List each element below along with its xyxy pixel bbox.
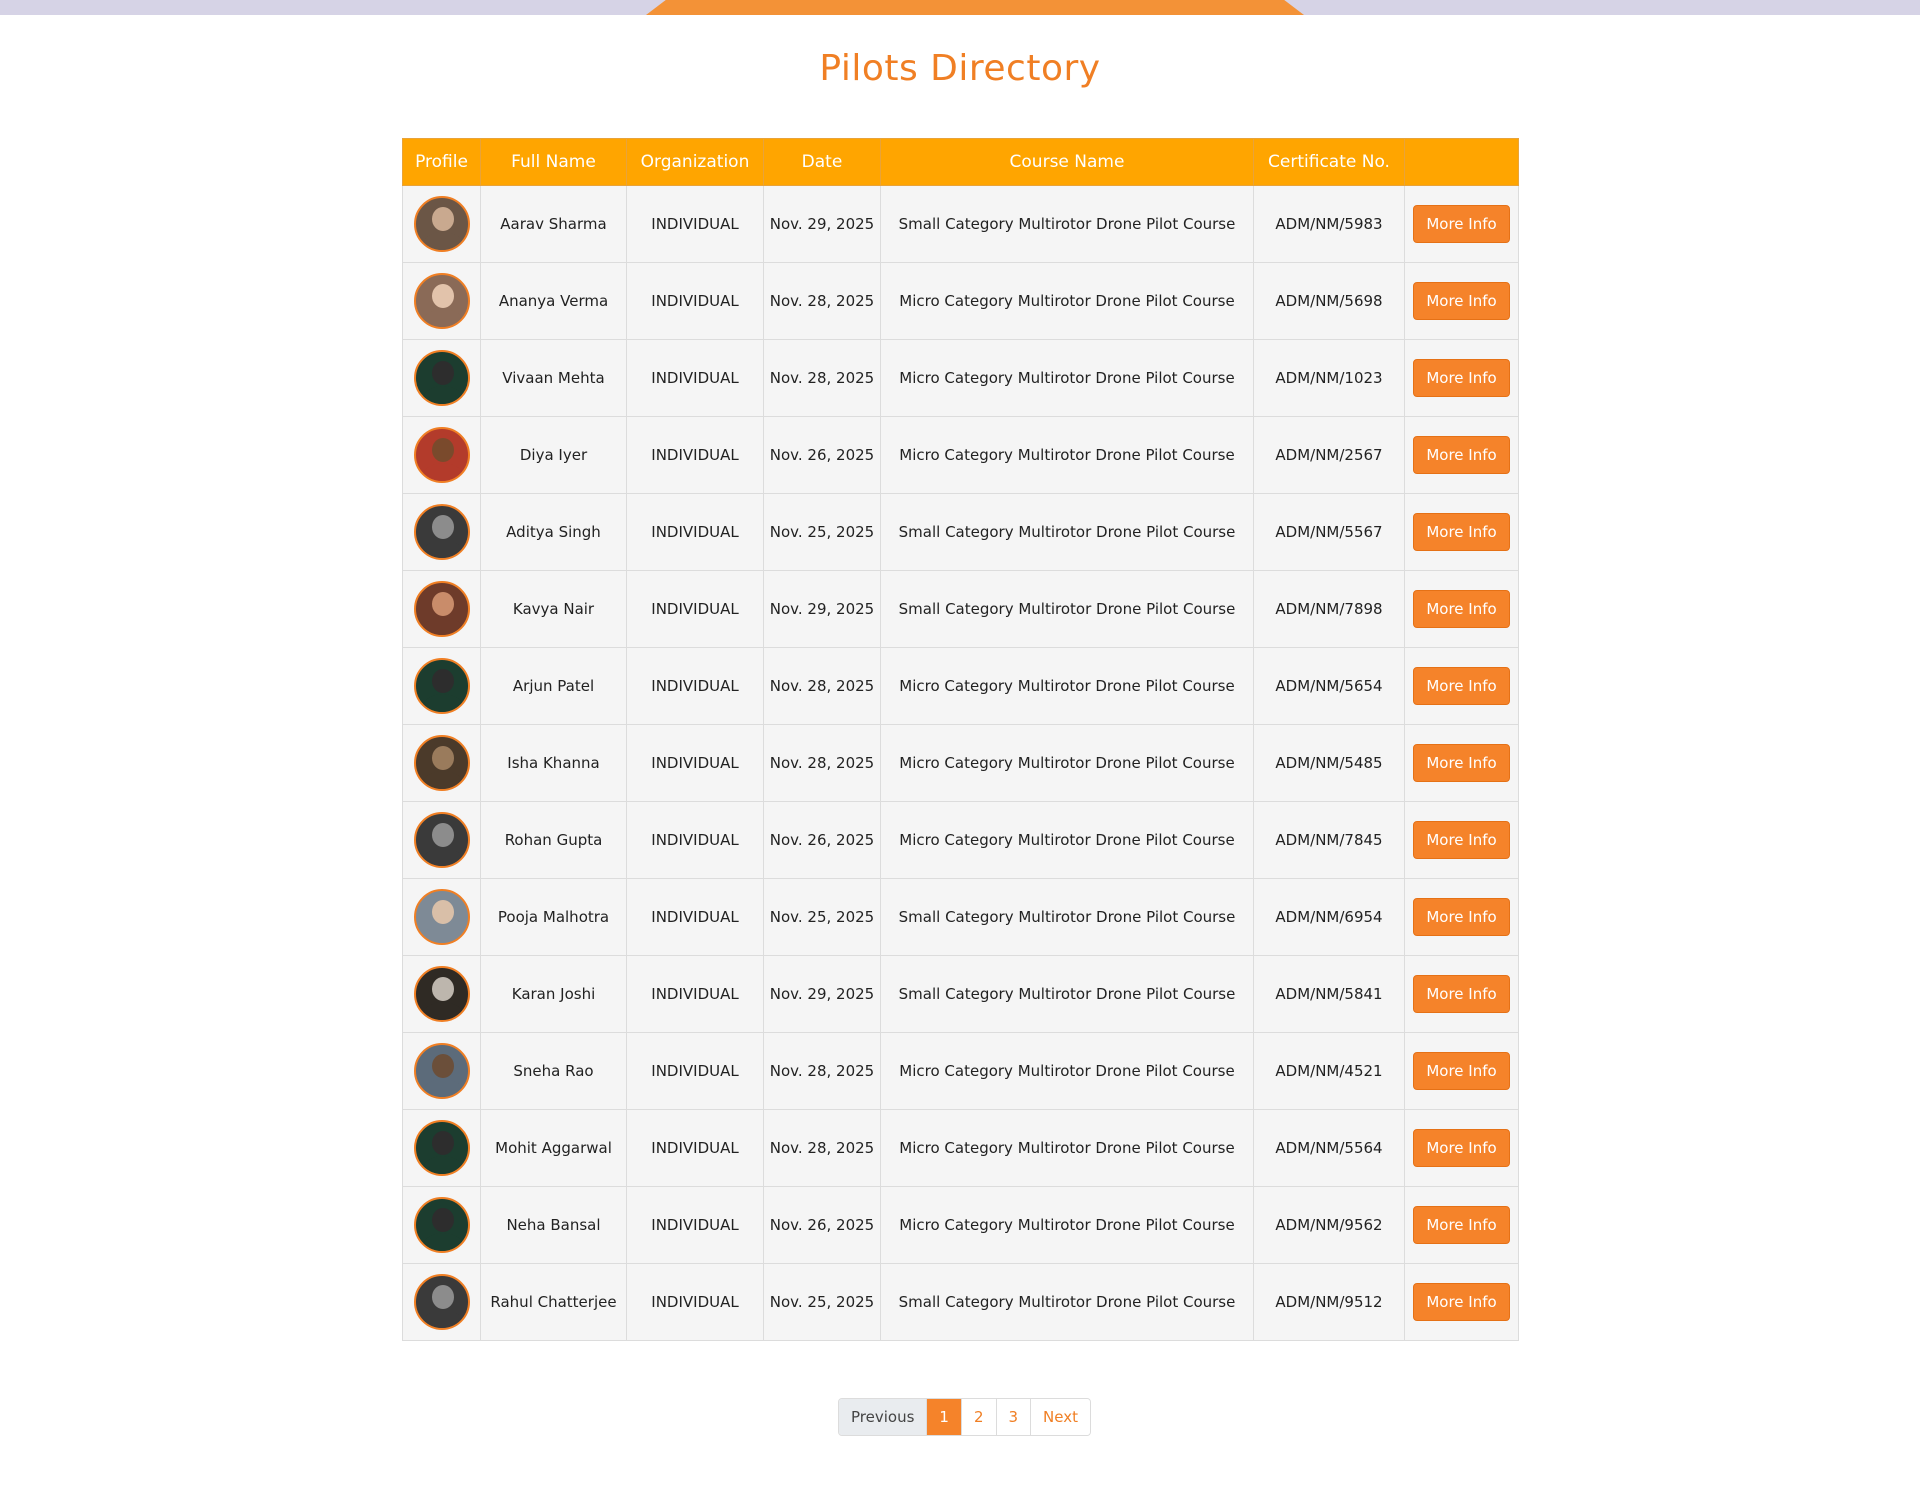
course-name-cell: Micro Category Multirotor Drone Pilot Course bbox=[881, 1187, 1254, 1264]
full-name-cell: Vivaan Mehta bbox=[481, 340, 627, 417]
action-cell bbox=[1405, 417, 1519, 494]
organization-cell: INDIVIDUAL bbox=[627, 263, 764, 340]
avatar-body-shape bbox=[422, 848, 464, 868]
course-name-cell: Micro Category Multirotor Drone Pilot Course bbox=[881, 417, 1254, 494]
date-cell: Nov. 28, 2025 bbox=[764, 263, 881, 340]
avatar-head-shape bbox=[432, 438, 454, 462]
action-cell bbox=[1405, 879, 1519, 956]
date-cell: Nov. 28, 2025 bbox=[764, 725, 881, 802]
more-info-button[interactable]: More Info bbox=[1413, 1206, 1509, 1244]
table-row bbox=[403, 571, 1519, 648]
table-row bbox=[403, 494, 1519, 571]
certificate-no-cell: ADM/NM/9562 bbox=[1254, 1187, 1405, 1264]
more-info-button[interactable]: More Info bbox=[1413, 1129, 1509, 1167]
profile-cell bbox=[403, 571, 481, 648]
date-cell: Nov. 26, 2025 bbox=[764, 1187, 881, 1264]
avatar-head-shape bbox=[432, 284, 454, 308]
profile-cell bbox=[403, 648, 481, 725]
organization-cell: INDIVIDUAL bbox=[627, 1187, 764, 1264]
avatar-body-shape bbox=[422, 1079, 464, 1099]
course-name-cell: Small Category Multirotor Drone Pilot Course bbox=[881, 956, 1254, 1033]
full-name-cell: Neha Bansal bbox=[481, 1187, 627, 1264]
date-cell: Nov. 25, 2025 bbox=[764, 494, 881, 571]
table-row bbox=[403, 340, 1519, 417]
course-name-cell: Micro Category Multirotor Drone Pilot Course bbox=[881, 1110, 1254, 1187]
organization-cell: INDIVIDUAL bbox=[627, 494, 764, 571]
table-row bbox=[403, 1033, 1519, 1110]
certificate-no-cell: ADM/NM/9512 bbox=[1254, 1264, 1405, 1341]
certificate-no-cell: ADM/NM/5567 bbox=[1254, 494, 1405, 571]
avatar bbox=[414, 889, 470, 945]
avatar bbox=[414, 812, 470, 868]
profile-cell bbox=[403, 494, 481, 571]
full-name-cell: Rahul Chatterjee bbox=[481, 1264, 627, 1341]
more-info-button[interactable]: More Info bbox=[1413, 1052, 1509, 1090]
full-name-cell: Aarav Sharma bbox=[481, 186, 627, 263]
table-header-row bbox=[403, 139, 1519, 186]
avatar-head-shape bbox=[432, 1054, 454, 1078]
avatar-head-shape bbox=[432, 746, 454, 770]
avatar-body-shape bbox=[422, 232, 464, 252]
organization-cell: INDIVIDUAL bbox=[627, 1264, 764, 1341]
course-name-cell: Small Category Multirotor Drone Pilot Course bbox=[881, 1264, 1254, 1341]
pilots-table-container bbox=[402, 138, 1518, 1341]
pagination-next[interactable]: Next bbox=[1030, 1399, 1090, 1435]
avatar bbox=[414, 1274, 470, 1330]
avatar-body-shape bbox=[422, 1156, 464, 1176]
profile-cell bbox=[403, 340, 481, 417]
more-info-button[interactable]: More Info bbox=[1413, 744, 1509, 782]
organization-cell: INDIVIDUAL bbox=[627, 879, 764, 956]
profile-cell bbox=[403, 956, 481, 1033]
pilots-table bbox=[402, 138, 1519, 1341]
date-cell: Nov. 28, 2025 bbox=[764, 1033, 881, 1110]
more-info-button[interactable]: More Info bbox=[1413, 436, 1509, 474]
action-cell bbox=[1405, 263, 1519, 340]
profile-cell bbox=[403, 1264, 481, 1341]
date-cell: Nov. 29, 2025 bbox=[764, 186, 881, 263]
avatar-head-shape bbox=[432, 515, 454, 539]
organization-cell: INDIVIDUAL bbox=[627, 340, 764, 417]
action-cell bbox=[1405, 494, 1519, 571]
action-cell bbox=[1405, 725, 1519, 802]
profile-cell bbox=[403, 417, 481, 494]
avatar bbox=[414, 196, 470, 252]
organization-cell: INDIVIDUAL bbox=[627, 802, 764, 879]
organization-cell: INDIVIDUAL bbox=[627, 186, 764, 263]
organization-cell: INDIVIDUAL bbox=[627, 1110, 764, 1187]
avatar-head-shape bbox=[432, 977, 454, 1001]
more-info-button[interactable]: More Info bbox=[1413, 667, 1509, 705]
full-name-cell: Aditya Singh bbox=[481, 494, 627, 571]
profile-cell bbox=[403, 1187, 481, 1264]
more-info-button[interactable]: More Info bbox=[1413, 821, 1509, 859]
table-row bbox=[403, 417, 1519, 494]
full-name-cell: Karan Joshi bbox=[481, 956, 627, 1033]
table-row bbox=[403, 879, 1519, 956]
course-name-cell: Micro Category Multirotor Drone Pilot Course bbox=[881, 1033, 1254, 1110]
date-cell: Nov. 28, 2025 bbox=[764, 340, 881, 417]
certificate-no-cell: ADM/NM/5485 bbox=[1254, 725, 1405, 802]
pagination bbox=[838, 1398, 1091, 1436]
certificate-no-cell: ADM/NM/4521 bbox=[1254, 1033, 1405, 1110]
avatar-head-shape bbox=[432, 592, 454, 616]
more-info-button[interactable]: More Info bbox=[1413, 359, 1509, 397]
pagination-page-2[interactable]: 2 bbox=[961, 1399, 996, 1435]
action-cell bbox=[1405, 648, 1519, 725]
certificate-no-cell: ADM/NM/7845 bbox=[1254, 802, 1405, 879]
avatar-head-shape bbox=[432, 669, 454, 693]
course-name-cell: Small Category Multirotor Drone Pilot Course bbox=[881, 494, 1254, 571]
profile-cell bbox=[403, 186, 481, 263]
course-name-cell: Small Category Multirotor Drone Pilot Course bbox=[881, 879, 1254, 956]
profile-cell bbox=[403, 1033, 481, 1110]
avatar bbox=[414, 1197, 470, 1253]
course-name-cell: Small Category Multirotor Drone Pilot Course bbox=[881, 186, 1254, 263]
avatar-head-shape bbox=[432, 1285, 454, 1309]
avatar-head-shape bbox=[432, 361, 454, 385]
more-info-button[interactable]: More Info bbox=[1413, 898, 1509, 936]
profile-cell bbox=[403, 1110, 481, 1187]
avatar bbox=[414, 350, 470, 406]
avatar-body-shape bbox=[422, 540, 464, 560]
avatar-head-shape bbox=[432, 1208, 454, 1232]
avatar-head-shape bbox=[432, 823, 454, 847]
pagination-page-1[interactable]: 1 bbox=[926, 1399, 961, 1435]
header-organization: Organization bbox=[627, 139, 764, 186]
full-name-cell: Ananya Verma bbox=[481, 263, 627, 340]
table-row bbox=[403, 1110, 1519, 1187]
avatar-body-shape bbox=[422, 771, 464, 791]
avatar bbox=[414, 658, 470, 714]
table-row bbox=[403, 956, 1519, 1033]
header-actions bbox=[1405, 139, 1519, 186]
action-cell bbox=[1405, 1264, 1519, 1341]
profile-cell bbox=[403, 725, 481, 802]
avatar-body-shape bbox=[422, 1310, 464, 1330]
date-cell: Nov. 26, 2025 bbox=[764, 802, 881, 879]
table-row bbox=[403, 263, 1519, 340]
date-cell: Nov. 28, 2025 bbox=[764, 648, 881, 725]
avatar-head-shape bbox=[432, 900, 454, 924]
action-cell bbox=[1405, 956, 1519, 1033]
date-cell: Nov. 25, 2025 bbox=[764, 1264, 881, 1341]
full-name-cell: Mohit Aggarwal bbox=[481, 1110, 627, 1187]
course-name-cell: Micro Category Multirotor Drone Pilot Course bbox=[881, 263, 1254, 340]
avatar bbox=[414, 966, 470, 1022]
action-cell bbox=[1405, 1110, 1519, 1187]
avatar bbox=[414, 735, 470, 791]
organization-cell: INDIVIDUAL bbox=[627, 725, 764, 802]
more-info-button[interactable]: More Info bbox=[1413, 975, 1509, 1013]
organization-cell: INDIVIDUAL bbox=[627, 1033, 764, 1110]
more-info-button[interactable]: More Info bbox=[1413, 282, 1509, 320]
table-row bbox=[403, 1187, 1519, 1264]
pagination-previous[interactable]: Previous bbox=[839, 1399, 926, 1435]
date-cell: Nov. 29, 2025 bbox=[764, 571, 881, 648]
date-cell: Nov. 25, 2025 bbox=[764, 879, 881, 956]
full-name-cell: Diya Iyer bbox=[481, 417, 627, 494]
course-name-cell: Small Category Multirotor Drone Pilot Course bbox=[881, 571, 1254, 648]
top-banner-accent bbox=[646, 0, 1304, 15]
avatar bbox=[414, 1120, 470, 1176]
certificate-no-cell: ADM/NM/5654 bbox=[1254, 648, 1405, 725]
avatar bbox=[414, 504, 470, 560]
full-name-cell: Rohan Gupta bbox=[481, 802, 627, 879]
header-profile: Profile bbox=[403, 139, 481, 186]
action-cell bbox=[1405, 802, 1519, 879]
action-cell bbox=[1405, 571, 1519, 648]
profile-cell bbox=[403, 263, 481, 340]
header-certificate-no: Certificate No. bbox=[1254, 139, 1405, 186]
header-date: Date bbox=[764, 139, 881, 186]
table-row bbox=[403, 1264, 1519, 1341]
action-cell bbox=[1405, 340, 1519, 417]
avatar bbox=[414, 273, 470, 329]
avatar-head-shape bbox=[432, 1131, 454, 1155]
table-row bbox=[403, 725, 1519, 802]
table-row bbox=[403, 186, 1519, 263]
certificate-no-cell: ADM/NM/2567 bbox=[1254, 417, 1405, 494]
action-cell bbox=[1405, 1187, 1519, 1264]
avatar-body-shape bbox=[422, 694, 464, 714]
avatar-body-shape bbox=[422, 1233, 464, 1253]
organization-cell: INDIVIDUAL bbox=[627, 956, 764, 1033]
avatar-body-shape bbox=[422, 925, 464, 945]
action-cell bbox=[1405, 1033, 1519, 1110]
avatar-body-shape bbox=[422, 309, 464, 329]
course-name-cell: Micro Category Multirotor Drone Pilot Course bbox=[881, 648, 1254, 725]
full-name-cell: Kavya Nair bbox=[481, 571, 627, 648]
pagination-page-3[interactable]: 3 bbox=[996, 1399, 1031, 1435]
organization-cell: INDIVIDUAL bbox=[627, 571, 764, 648]
table-row bbox=[403, 802, 1519, 879]
certificate-no-cell: ADM/NM/6954 bbox=[1254, 879, 1405, 956]
avatar bbox=[414, 581, 470, 637]
header-course-name: Course Name bbox=[881, 139, 1254, 186]
profile-cell bbox=[403, 879, 481, 956]
course-name-cell: Micro Category Multirotor Drone Pilot Course bbox=[881, 725, 1254, 802]
full-name-cell: Isha Khanna bbox=[481, 725, 627, 802]
page-title: Pilots Directory bbox=[819, 48, 1101, 89]
course-name-cell: Micro Category Multirotor Drone Pilot Course bbox=[881, 340, 1254, 417]
full-name-cell: Pooja Malhotra bbox=[481, 879, 627, 956]
date-cell: Nov. 28, 2025 bbox=[764, 1110, 881, 1187]
certificate-no-cell: ADM/NM/5564 bbox=[1254, 1110, 1405, 1187]
certificate-no-cell: ADM/NM/1023 bbox=[1254, 340, 1405, 417]
more-info-button[interactable]: More Info bbox=[1413, 1283, 1509, 1321]
avatar-body-shape bbox=[422, 463, 464, 483]
avatar-body-shape bbox=[422, 386, 464, 406]
table-row bbox=[403, 648, 1519, 725]
avatar bbox=[414, 427, 470, 483]
more-info-button[interactable]: More Info bbox=[1413, 513, 1509, 551]
date-cell: Nov. 26, 2025 bbox=[764, 417, 881, 494]
certificate-no-cell: ADM/NM/5841 bbox=[1254, 956, 1405, 1033]
profile-cell bbox=[403, 802, 481, 879]
action-cell bbox=[1405, 186, 1519, 263]
avatar-head-shape bbox=[432, 207, 454, 231]
full-name-cell: Sneha Rao bbox=[481, 1033, 627, 1110]
more-info-button[interactable]: More Info bbox=[1413, 205, 1509, 243]
full-name-cell: Arjun Patel bbox=[481, 648, 627, 725]
certificate-no-cell: ADM/NM/5983 bbox=[1254, 186, 1405, 263]
top-banner bbox=[0, 0, 1920, 15]
certificate-no-cell: ADM/NM/5698 bbox=[1254, 263, 1405, 340]
course-name-cell: Micro Category Multirotor Drone Pilot Course bbox=[881, 802, 1254, 879]
more-info-button[interactable]: More Info bbox=[1413, 590, 1509, 628]
avatar bbox=[414, 1043, 470, 1099]
certificate-no-cell: ADM/NM/7898 bbox=[1254, 571, 1405, 648]
organization-cell: INDIVIDUAL bbox=[627, 648, 764, 725]
header-full-name: Full Name bbox=[481, 139, 627, 186]
avatar-body-shape bbox=[422, 617, 464, 637]
organization-cell: INDIVIDUAL bbox=[627, 417, 764, 494]
date-cell: Nov. 29, 2025 bbox=[764, 956, 881, 1033]
avatar-body-shape bbox=[422, 1002, 464, 1022]
